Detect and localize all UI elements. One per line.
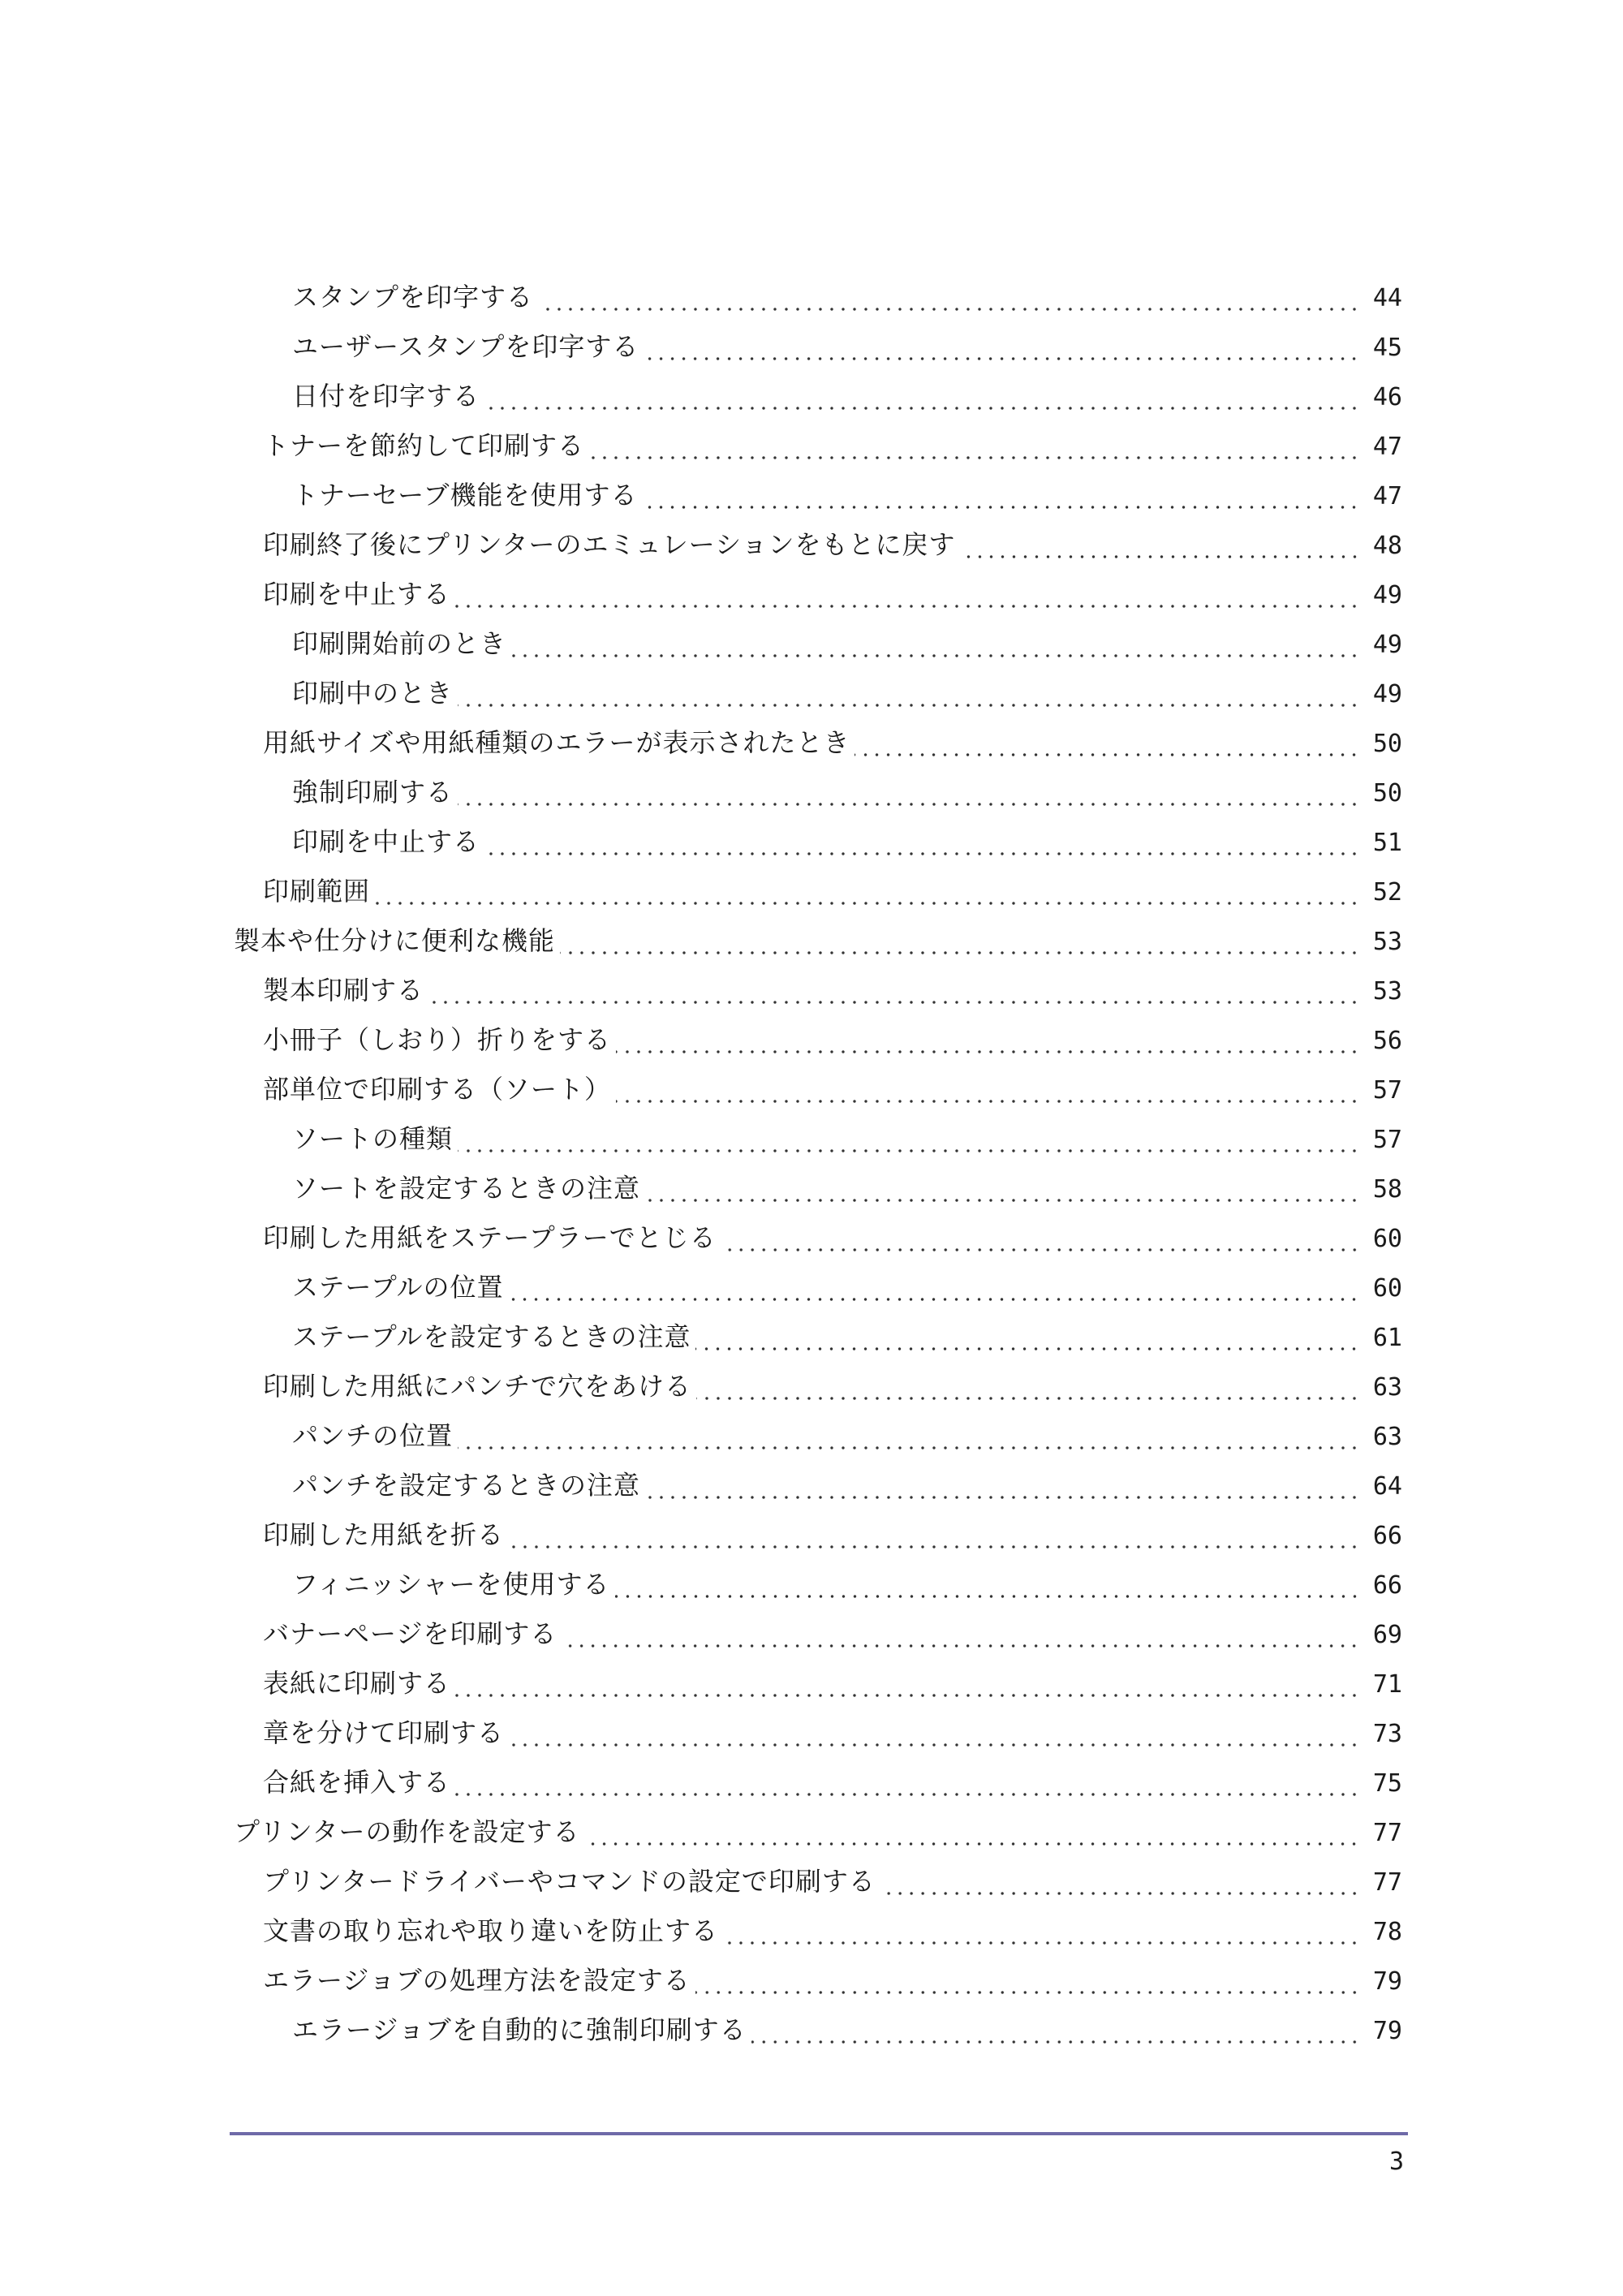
toc-entry-page: 50 (1372, 779, 1402, 808)
toc-entry-title: 印刷した用紙をステープラーでとじる (263, 1222, 717, 1253)
toc-entry-title: プリンタードライバーやコマンドの設定で印刷する (263, 1866, 876, 1897)
toc-entry-page: 79 (1372, 2017, 1402, 2045)
dot-leader (642, 506, 1360, 509)
toc-entry-title: ステープルを設定するときの注意 (292, 1321, 691, 1352)
dot-leader (961, 555, 1360, 558)
dot-leader (455, 605, 1360, 608)
toc-entry-page: 63 (1372, 1373, 1402, 1402)
dot-leader (458, 704, 1360, 707)
toc-entry-title: パンチの位置 (292, 1420, 454, 1451)
dot-leader (615, 1595, 1360, 1598)
toc-entry[interactable] (234, 1114, 1402, 1164)
toc-entry[interactable] (234, 1807, 1402, 1857)
toc-entry-page: 66 (1372, 1522, 1402, 1550)
toc-entry-page: 44 (1372, 284, 1402, 312)
toc-entry[interactable] (234, 1510, 1402, 1560)
toc-entry-page: 58 (1372, 1175, 1402, 1204)
toc-entry[interactable] (234, 1906, 1402, 1956)
toc-entry-title: プリンターの動作を設定する (234, 1816, 580, 1847)
toc-entry[interactable] (234, 718, 1402, 768)
toc-entry[interactable] (234, 1065, 1402, 1114)
toc-entry-title: ソートを設定するときの注意 (292, 1173, 641, 1204)
toc-entry[interactable] (234, 1411, 1402, 1461)
toc-entry[interactable] (234, 966, 1402, 1015)
toc-entry-title: 製本印刷する (263, 975, 424, 1006)
dot-leader (508, 1298, 1360, 1301)
dot-leader (695, 1991, 1360, 1994)
toc-entry-page: 79 (1372, 1967, 1402, 1996)
page-number: 3 (1388, 2147, 1404, 2176)
toc-entry[interactable] (234, 1213, 1402, 1263)
table-of-contents (234, 273, 1402, 2055)
toc-entry-page: 73 (1372, 1720, 1402, 1748)
dot-leader (584, 1842, 1360, 1846)
toc-entry-title: 小冊子（しおり）折りをする (263, 1024, 612, 1055)
toc-entry-title: トナーセーブ機能を使用する (292, 480, 638, 510)
dot-leader (589, 456, 1360, 459)
toc-entry[interactable] (234, 1609, 1402, 1659)
toc-entry-page: 52 (1372, 878, 1402, 907)
dot-leader (560, 951, 1360, 954)
toc-entry-title: 印刷を中止する (263, 579, 451, 610)
toc-entry[interactable] (234, 867, 1402, 916)
dot-leader (458, 803, 1360, 806)
toc-entry-title: 印刷した用紙を折る (263, 1519, 505, 1550)
dot-leader (484, 407, 1360, 410)
toc-entry[interactable] (234, 1857, 1402, 1906)
toc-entry[interactable] (234, 471, 1402, 520)
dot-leader (538, 308, 1360, 311)
toc-entry-title: 印刷した用紙にパンチで穴をあける (263, 1371, 692, 1402)
toc-entry-title: 日付を印字する (292, 381, 480, 411)
toc-entry-page: 69 (1372, 1621, 1402, 1649)
dot-leader (696, 1397, 1360, 1400)
toc-entry-title: 部単位で印刷する（ソート） (263, 1074, 612, 1105)
toc-entry-page: 60 (1372, 1225, 1402, 1253)
toc-entry-title: 合紙を挿入する (263, 1767, 451, 1798)
dot-leader (458, 1446, 1360, 1450)
dot-leader (455, 1793, 1360, 1796)
toc-entry-page: 77 (1372, 1819, 1402, 1847)
toc-entry-title: 章を分けて印刷する (263, 1717, 505, 1748)
toc-entry[interactable] (234, 817, 1402, 867)
dot-leader (562, 1644, 1360, 1648)
dot-leader (855, 753, 1360, 756)
toc-entry[interactable] (234, 1263, 1402, 1312)
toc-entry-title: スタンプを印字する (292, 282, 534, 312)
toc-entry-page: 66 (1372, 1571, 1402, 1600)
toc-entry-page: 64 (1372, 1472, 1402, 1501)
toc-entry[interactable] (234, 2005, 1402, 2055)
toc-entry-page: 71 (1372, 1670, 1402, 1699)
toc-entry-page: 57 (1372, 1126, 1402, 1154)
dot-leader (428, 1001, 1360, 1004)
toc-entry[interactable] (234, 1758, 1402, 1807)
toc-entry-page: 51 (1372, 829, 1402, 857)
toc-entry[interactable] (234, 372, 1402, 421)
toc-entry-title: トナーを節約して印刷する (263, 430, 585, 461)
toc-entry[interactable] (234, 916, 1402, 966)
toc-entry-page: 49 (1372, 680, 1402, 709)
toc-entry[interactable] (234, 1956, 1402, 2005)
toc-entry[interactable] (234, 273, 1402, 322)
dot-leader (509, 1743, 1360, 1747)
toc-entry[interactable] (234, 421, 1402, 471)
dot-leader (880, 1892, 1360, 1895)
toc-entry-title: 印刷中のとき (292, 678, 454, 709)
toc-entry[interactable] (234, 322, 1402, 372)
dot-leader (644, 357, 1360, 360)
toc-entry[interactable] (234, 669, 1402, 718)
toc-entry-title: ソートの種類 (292, 1123, 454, 1154)
toc-entry-title: 印刷範囲 (263, 876, 371, 907)
toc-entry-page: 50 (1372, 730, 1402, 758)
dot-leader (721, 1248, 1360, 1251)
dot-leader (484, 852, 1360, 855)
toc-entry-page: 49 (1372, 631, 1402, 659)
toc-entry-title: エラージョブの処理方法を設定する (263, 1965, 691, 1996)
toc-entry[interactable] (234, 570, 1402, 619)
toc-entry[interactable] (234, 768, 1402, 817)
dot-leader (723, 1941, 1360, 1945)
toc-entry-page: 63 (1372, 1423, 1402, 1451)
toc-entry[interactable] (234, 619, 1402, 669)
toc-entry[interactable] (234, 1461, 1402, 1510)
toc-entry-page: 57 (1372, 1076, 1402, 1105)
toc-entry-title: 用紙サイズや用紙種類のエラーが表示されたとき (263, 727, 850, 758)
toc-entry-title: エラージョブを自動的に強制印刷する (292, 2014, 747, 2045)
dot-leader (616, 1050, 1360, 1053)
toc-entry-title: 文書の取り忘れや取り違いを防止する (263, 1915, 719, 1946)
toc-entry[interactable] (234, 1708, 1402, 1758)
toc-entry-page: 46 (1372, 383, 1402, 411)
toc-entry-title: フィニッシャーを使用する (292, 1569, 610, 1600)
toc-entry-title: ステープルの位置 (292, 1272, 504, 1303)
toc-entry-title: ユーザースタンプを印字する (292, 331, 639, 362)
toc-entry[interactable] (234, 520, 1402, 570)
toc-entry-page: 53 (1372, 928, 1402, 956)
dot-leader (616, 1100, 1360, 1103)
toc-entry[interactable] (234, 1362, 1402, 1411)
dot-leader (645, 1496, 1360, 1499)
toc-entry[interactable] (234, 1164, 1402, 1213)
toc-entry-title: 表紙に印刷する (263, 1668, 451, 1699)
dot-leader (509, 1545, 1360, 1549)
toc-entry-title: 強制印刷する (292, 777, 454, 808)
toc-entry-title: 印刷終了後にプリンターのエミュレーションをもとに戻す (263, 529, 956, 560)
toc-entry[interactable] (234, 1015, 1402, 1065)
dot-leader (695, 1347, 1360, 1350)
footer-rule (230, 2132, 1408, 2135)
toc-entry-page: 47 (1372, 482, 1402, 510)
toc-entry-page: 45 (1372, 334, 1402, 362)
toc-entry-page: 60 (1372, 1274, 1402, 1303)
toc-entry-page: 75 (1372, 1769, 1402, 1798)
toc-entry-page: 48 (1372, 532, 1402, 560)
dot-leader (511, 654, 1360, 657)
dot-leader (751, 2040, 1360, 2044)
toc-entry-title: パンチを設定するときの注意 (292, 1470, 641, 1501)
dot-leader (375, 902, 1360, 905)
toc-entry-title: 印刷を中止する (292, 826, 480, 857)
toc-entry-page: 56 (1372, 1027, 1402, 1055)
toc-entry-title: 製本や仕分けに便利な機能 (234, 925, 556, 956)
dot-leader (458, 1149, 1360, 1152)
toc-entry[interactable] (234, 1560, 1402, 1609)
toc-entry-page: 77 (1372, 1868, 1402, 1897)
dot-leader (645, 1199, 1360, 1202)
toc-entry[interactable] (234, 1312, 1402, 1362)
toc-entry-title: 印刷開始前のとき (292, 628, 507, 659)
toc-entry[interactable] (234, 1659, 1402, 1708)
toc-entry-page: 61 (1372, 1324, 1402, 1352)
toc-entry-page: 53 (1372, 977, 1402, 1006)
toc-entry-page: 49 (1372, 581, 1402, 610)
toc-entry-page: 78 (1372, 1918, 1402, 1946)
toc-entry-page: 47 (1372, 433, 1402, 461)
dot-leader (455, 1694, 1360, 1697)
toc-entry-title: バナーページを印刷する (263, 1618, 558, 1649)
